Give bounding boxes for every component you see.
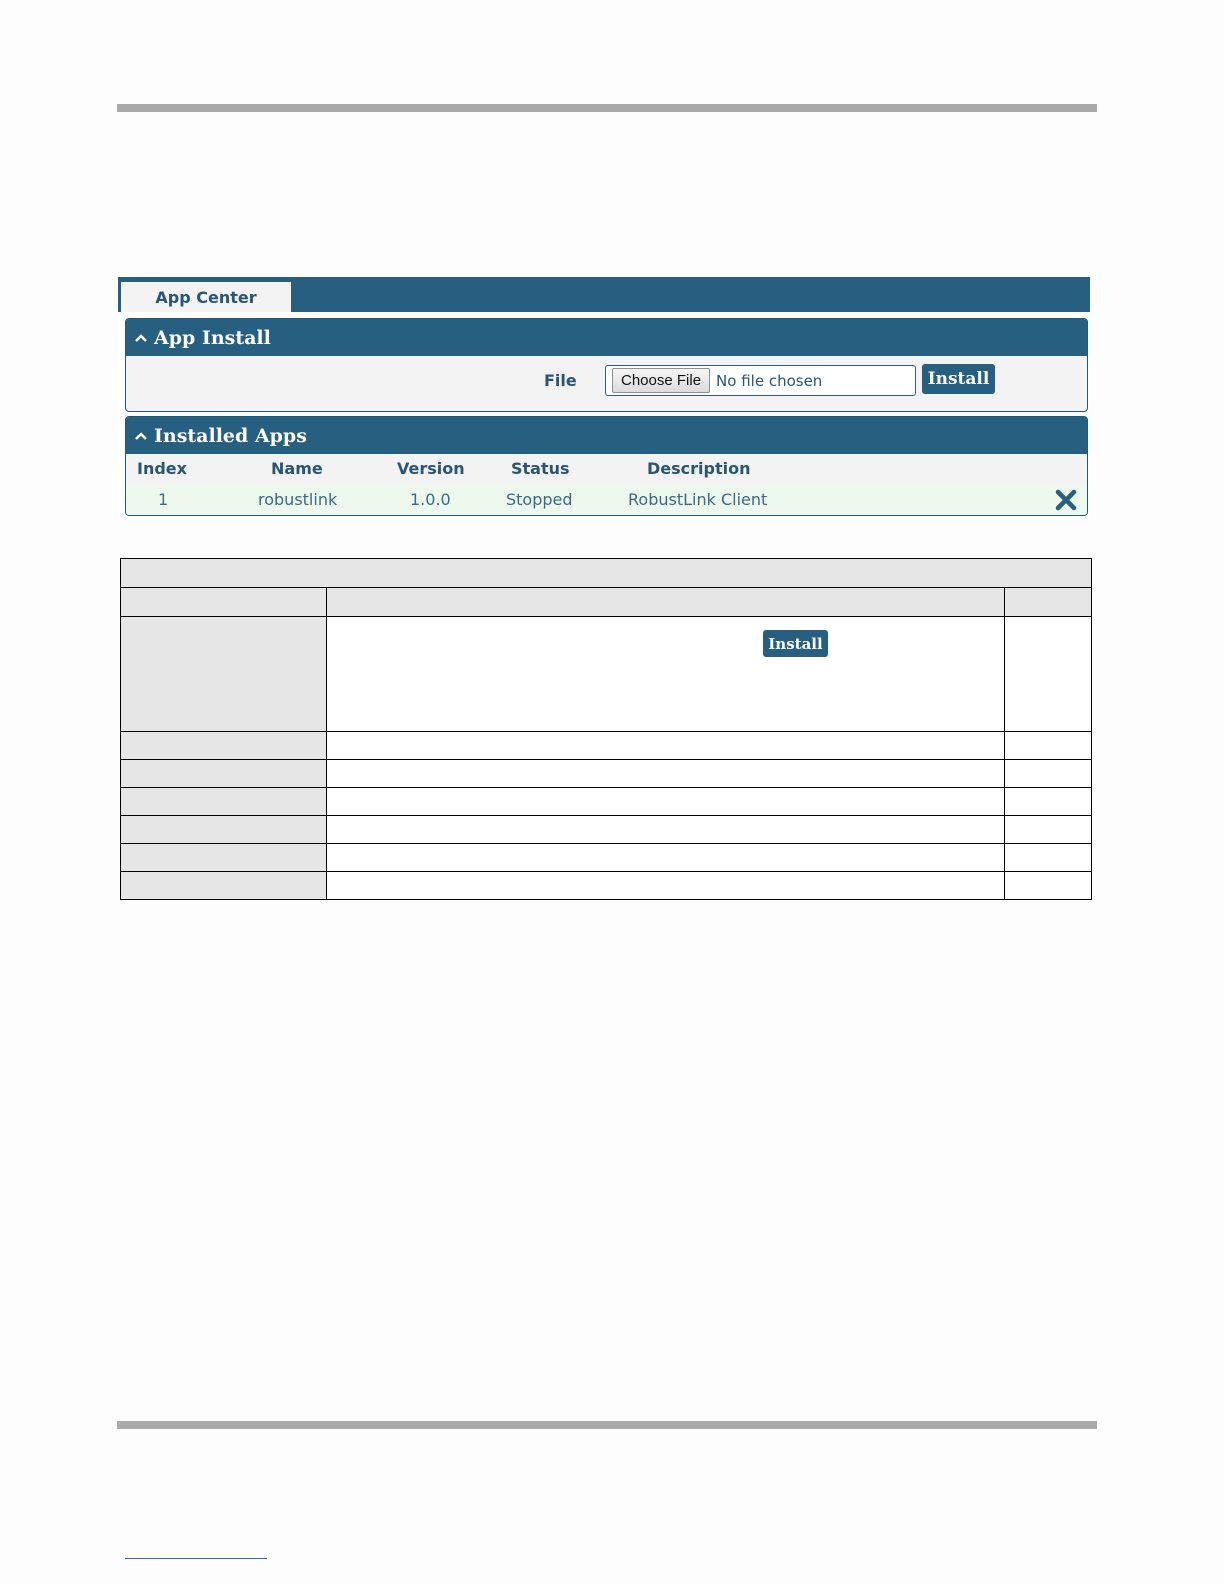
param-description <box>327 788 1005 816</box>
install-button[interactable]: Install <box>922 364 995 394</box>
param-description <box>327 816 1005 844</box>
param-description <box>327 872 1005 900</box>
cell-status: Stopped <box>506 490 573 509</box>
param-description <box>327 732 1005 760</box>
app-install-header[interactable] <box>126 319 1087 356</box>
param-label <box>121 788 327 816</box>
cell-description: RobustLink Client <box>628 490 768 509</box>
column-header-version: Version <box>397 459 465 478</box>
file-label: File <box>544 371 577 390</box>
column-header-index: Index <box>137 459 187 478</box>
app-install-title: App Install <box>154 326 271 349</box>
cell-version: 1.0.0 <box>410 490 451 509</box>
param-default <box>1005 844 1092 872</box>
param-default <box>1005 617 1092 732</box>
param-label <box>121 617 327 732</box>
close-icon[interactable] <box>1054 488 1078 512</box>
chevron-up-icon <box>134 429 148 443</box>
param-default <box>1005 732 1092 760</box>
param-description <box>327 617 1005 732</box>
tab-app-center[interactable]: App Center <box>121 282 291 312</box>
app-center-panel <box>118 277 1090 519</box>
param-label <box>121 760 327 788</box>
installed-apps-header[interactable] <box>126 417 1087 454</box>
header-default <box>1005 588 1092 617</box>
footer-rule <box>117 1421 1097 1429</box>
column-header-description: Description <box>647 459 751 478</box>
app-install-section <box>125 318 1088 412</box>
file-status-text: No file chosen <box>716 371 823 390</box>
install-button-illustration: Install <box>763 630 828 657</box>
param-description <box>327 844 1005 872</box>
tab-bar <box>118 277 1090 312</box>
param-label <box>121 816 327 844</box>
file-row <box>126 356 1087 410</box>
param-default <box>1005 872 1092 900</box>
footer-link-underline[interactable] <box>125 1558 267 1559</box>
column-header-name: Name <box>271 459 323 478</box>
header-item <box>121 588 327 617</box>
installed-apps-section <box>125 416 1088 516</box>
choose-file-button[interactable]: Choose File <box>612 368 710 393</box>
param-label <box>121 732 327 760</box>
param-label <box>121 872 327 900</box>
cell-name: robustlink <box>258 490 338 509</box>
installed-apps-title: Installed Apps <box>154 424 307 447</box>
param-default <box>1005 760 1092 788</box>
file-input[interactable] <box>605 365 916 396</box>
header-description <box>327 588 1005 617</box>
chevron-up-icon <box>134 331 148 345</box>
header-rule <box>117 104 1097 112</box>
cell-index: 1 <box>158 490 169 509</box>
column-header-status: Status <box>511 459 570 478</box>
parameter-table <box>120 558 1092 900</box>
param-label <box>121 844 327 872</box>
table-title-row <box>121 559 1092 588</box>
param-default <box>1005 788 1092 816</box>
param-default <box>1005 816 1092 844</box>
table-row[interactable] <box>126 485 1087 515</box>
param-description <box>327 760 1005 788</box>
